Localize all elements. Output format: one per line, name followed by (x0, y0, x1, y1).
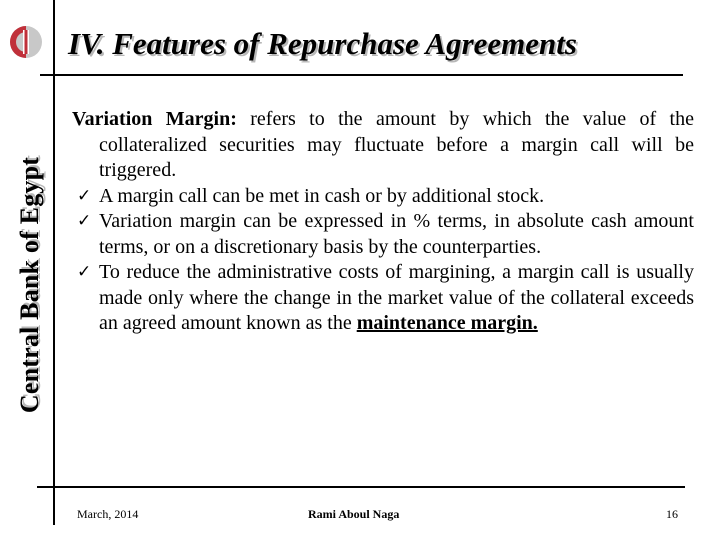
definition-paragraph (72, 107, 694, 184)
checkmark-icon: ✓ (77, 262, 92, 282)
list-item (72, 184, 694, 210)
definition-term: Variation Margin: (72, 108, 237, 130)
bullet-text: Variation margin can be expressed in % terms, in absolute cash amount terms, or on a discretionary basis by the counterparties. (99, 210, 694, 258)
maintenance-margin-term: maintenance margin. (356, 312, 538, 334)
list-item (72, 260, 694, 337)
list-item (72, 209, 694, 260)
slide-body (72, 107, 694, 337)
title-divider (40, 74, 683, 76)
bullet-list (72, 184, 694, 337)
sidebar-org-name: Central Bank of Egypt (15, 156, 44, 414)
bullet-text: A margin call can be met in cash or by additional stock. (99, 184, 545, 207)
slide-title: IV. Features of Repurchase Agreements (68, 26, 577, 61)
footer-author: Rami Aboul Naga (308, 507, 400, 521)
central-bank-logo-icon (8, 24, 44, 60)
footer-divider (37, 486, 685, 488)
bullet-text: To reduce the administrative costs of margining, a margin call is usually made only where the change in the market value of the collateral exceeds an agreed amount known as the (99, 261, 694, 334)
footer-date: March, 2014 (77, 507, 139, 521)
checkmark-icon: ✓ (77, 185, 92, 206)
vertical-divider (53, 0, 55, 525)
page-number: 16 (666, 507, 678, 521)
checkmark-icon: ✓ (77, 211, 92, 231)
definition-text: refers to the amount by which the value of the collateralized securities may fluctuate before a margin call will be triggered. (99, 108, 694, 181)
